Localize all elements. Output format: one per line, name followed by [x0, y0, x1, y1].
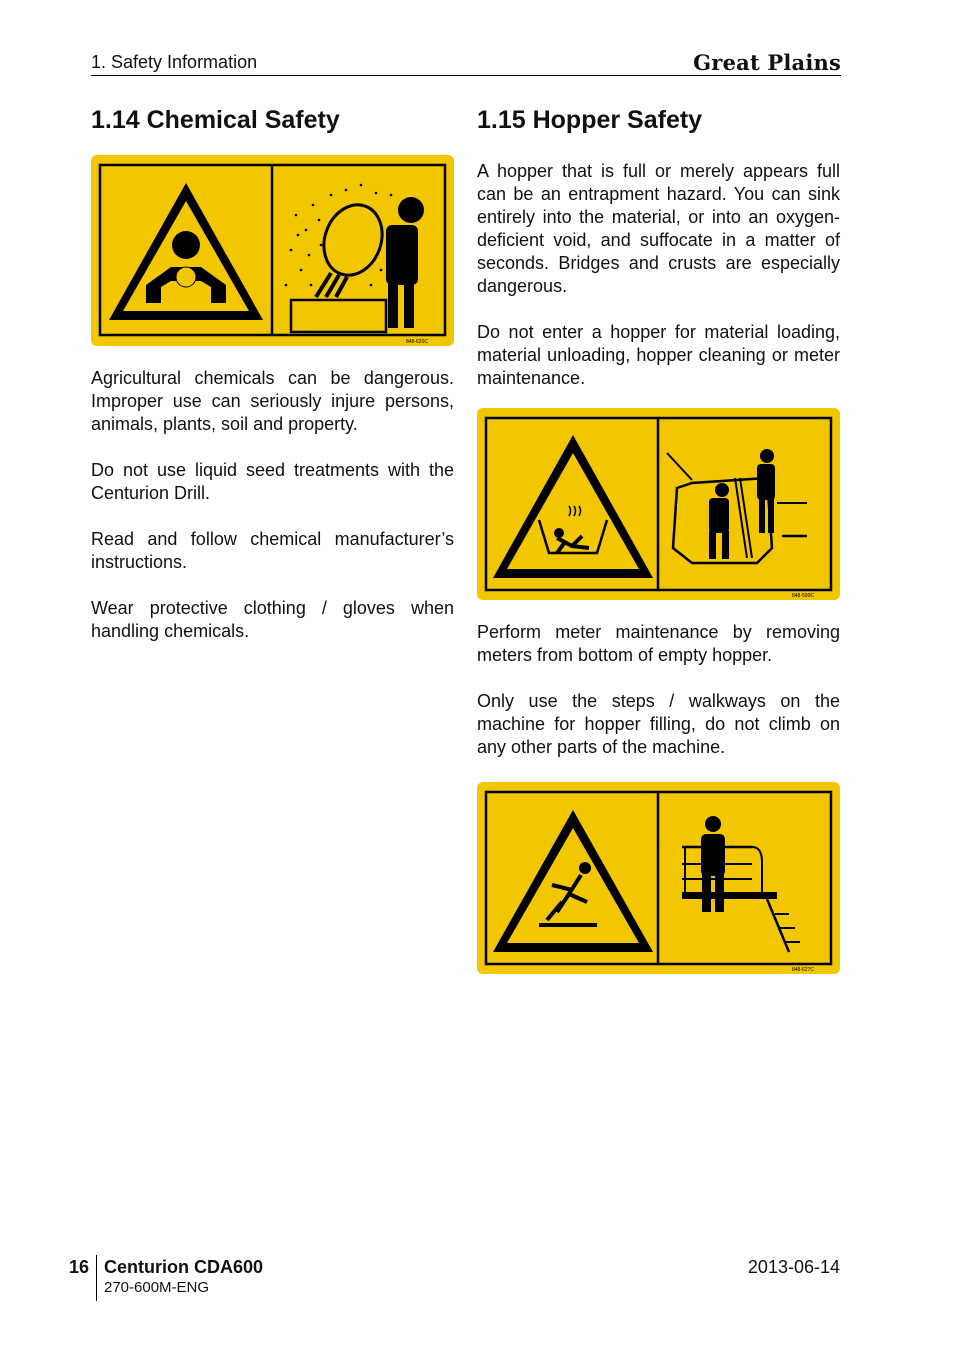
paragraph: Read and follow chemical manufacturer’s instructions.	[91, 529, 454, 572]
footer-code: 270-600M-ENG	[104, 1279, 210, 1296]
hopper-text-a	[477, 160, 840, 390]
warning-triangle-icon	[109, 183, 263, 320]
chemical-hazard-decal	[91, 155, 454, 346]
paragraph: Wear protective clothing / gloves when handling chemicals.	[91, 598, 454, 641]
hopper-text-b	[477, 621, 840, 759]
footer-date: 2013-06-14	[747, 1257, 840, 1277]
paragraph: Do not enter a hopper for material loading, material unloading, hopper cleaning or meter maintenance.	[477, 322, 840, 388]
walkway-person-icon	[682, 816, 800, 952]
heading-chemical-safety: 1.14 Chemical Safety	[91, 106, 340, 134]
chemical-text	[91, 367, 454, 643]
paragraph: Only use the steps / walkways on the machine for hopper filling, do not climb on any other parts of the machine.	[477, 691, 840, 757]
running-header-section: 1. Safety Information	[91, 52, 258, 72]
page-number: 16	[69, 1257, 90, 1277]
paragraph: Agricultural chemicals can be dangerous. Improper use can seriously injure persons, animals, plants, soil and property.	[91, 368, 454, 434]
decal-code: 848-590C	[792, 593, 814, 599]
warning-triangle-icon	[493, 810, 653, 952]
footer-title: Centurion CDA600	[104, 1257, 264, 1277]
footer-divider	[96, 1255, 97, 1301]
entrapment-hazard-decal	[477, 408, 840, 600]
warning-triangle-icon	[493, 435, 653, 578]
paragraph: A hopper that is full or merely appears full can be an entrapment hazard. You can sink entirely into the material, or into an oxygen-deficient void, and suffocate in a matter of seconds. Bridges and crusts are especially dangerous.	[477, 161, 840, 296]
respirator-person-icon	[291, 197, 424, 332]
decal-code: 848-627C	[792, 967, 814, 973]
header-divider	[91, 75, 841, 76]
heading-hopper-safety: 1.15 Hopper Safety	[477, 106, 703, 134]
paragraph: Do not use liquid seed treatments with the Centurion Drill.	[91, 460, 454, 503]
paragraph: Perform meter maintenance by removing meters from bottom of empty hopper.	[477, 622, 840, 665]
fall-hazard-decal	[477, 782, 840, 974]
brand-logo: Great Plains	[693, 50, 841, 75]
decal-code: 848-620C	[406, 339, 428, 345]
hopper-climber-icon	[667, 449, 807, 563]
